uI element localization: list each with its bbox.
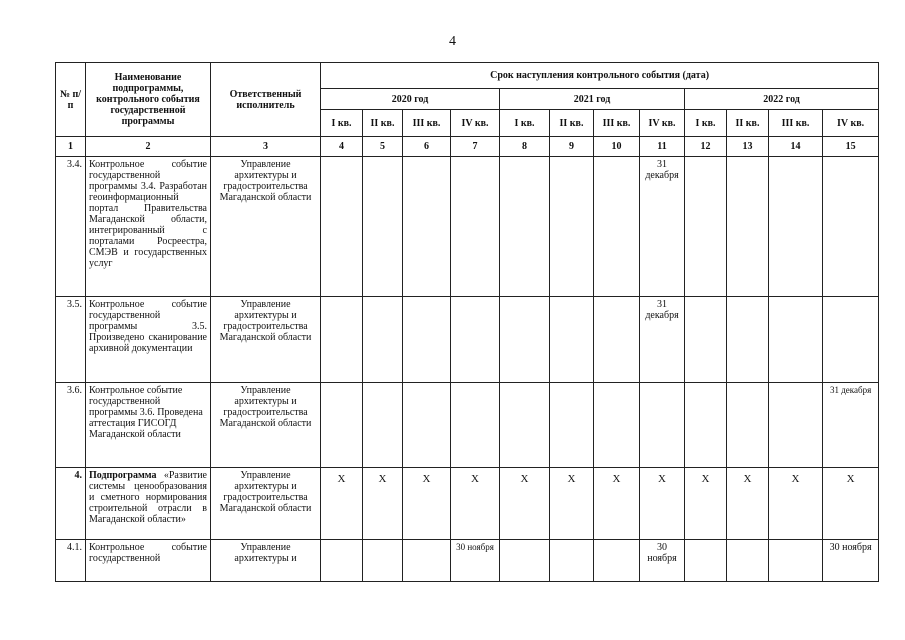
- row-number: 3.6.: [56, 383, 86, 468]
- quarter-cell: [550, 383, 594, 468]
- quarter-cell: [451, 157, 500, 297]
- quarter-cell: [727, 540, 769, 582]
- column-number: 15: [823, 137, 879, 157]
- quarter-cell: [321, 383, 363, 468]
- quarter-cell: [685, 297, 727, 383]
- quarter-cell: [769, 383, 823, 468]
- row-number: 4.1.: [56, 540, 86, 582]
- quarter-cell: 30 ноября: [823, 540, 879, 582]
- quarter-cell: Х: [769, 468, 823, 540]
- header-num: № п/п: [56, 63, 86, 137]
- quarter-cell: Х: [727, 468, 769, 540]
- quarter-cell: [363, 540, 403, 582]
- quarter-cell: Х: [594, 468, 640, 540]
- column-number: 9: [550, 137, 594, 157]
- quarter-cell: 31 декабря: [823, 383, 879, 468]
- header-quarter: IV кв.: [640, 110, 685, 137]
- column-number: 14: [769, 137, 823, 157]
- column-number: 2: [86, 137, 211, 157]
- quarter-cell: [403, 157, 451, 297]
- column-number: 12: [685, 137, 727, 157]
- quarter-cell: Х: [640, 468, 685, 540]
- quarter-cell: [594, 297, 640, 383]
- header-quarter: II кв.: [363, 110, 403, 137]
- column-number: 10: [594, 137, 640, 157]
- quarter-cell: [685, 383, 727, 468]
- quarter-cell: [594, 383, 640, 468]
- quarter-cell: Х: [363, 468, 403, 540]
- quarter-cell: Х: [321, 468, 363, 540]
- table-row: [56, 157, 879, 297]
- column-number: 8: [500, 137, 550, 157]
- quarter-cell: [403, 540, 451, 582]
- table-row: [56, 540, 879, 582]
- header-quarter: IV кв.: [451, 110, 500, 137]
- quarter-cell: [550, 297, 594, 383]
- header-year-2020: 2020 год: [321, 89, 500, 110]
- quarter-cell: [823, 297, 879, 383]
- table-row: [56, 297, 879, 383]
- subprogram-title: «Развитие системы ценообразования и сметного нормирования строительной отрасли в Магаданской области»: [89, 470, 207, 525]
- column-number: 5: [363, 137, 403, 157]
- quarter-cell: [451, 383, 500, 468]
- quarter-cell: [727, 297, 769, 383]
- subprogram-name: [86, 468, 211, 540]
- header-quarter: I кв.: [321, 110, 363, 137]
- header-quarter: I кв.: [500, 110, 550, 137]
- quarter-cell: Х: [550, 468, 594, 540]
- quarter-cell: [727, 383, 769, 468]
- quarter-cell: [550, 157, 594, 297]
- header-quarter: IV кв.: [823, 110, 879, 137]
- executor: Управление архитектуры и градостроительства Магаданской области: [211, 468, 321, 540]
- quarter-cell: [403, 297, 451, 383]
- executor: Управление архитектуры и: [211, 540, 321, 582]
- quarter-cell: [500, 157, 550, 297]
- quarter-cell: [500, 297, 550, 383]
- event-name: Контрольное событие государственной: [86, 540, 211, 582]
- quarter-cell: Х: [451, 468, 500, 540]
- table-row: [56, 468, 879, 540]
- quarter-cell: 30 ноября: [640, 540, 685, 582]
- row-number: 3.4.: [56, 157, 86, 297]
- column-number: 4: [321, 137, 363, 157]
- header-name: Наименование подпрограммы, контрольного события государственной программы: [86, 63, 211, 137]
- header-executor: Ответственный исполнитель: [211, 63, 321, 137]
- header-quarter: III кв.: [403, 110, 451, 137]
- quarter-cell: Х: [403, 468, 451, 540]
- header-quarter: III кв.: [594, 110, 640, 137]
- column-number: 3: [211, 137, 321, 157]
- column-number: 7: [451, 137, 500, 157]
- quarter-cell: [403, 383, 451, 468]
- quarter-cell: [594, 157, 640, 297]
- row-number: 4.: [56, 468, 86, 540]
- row-number: 3.5.: [56, 297, 86, 383]
- quarter-cell: 31 декабря: [640, 157, 685, 297]
- quarter-cell: [321, 540, 363, 582]
- header-quarter: III кв.: [769, 110, 823, 137]
- column-number: 6: [403, 137, 451, 157]
- subprogram-label: Подпрограмма: [89, 470, 157, 481]
- quarter-cell: [594, 540, 640, 582]
- column-number: 1: [56, 137, 86, 157]
- quarter-cell: [640, 383, 685, 468]
- header-quarter: II кв.: [727, 110, 769, 137]
- header-year-2021: 2021 год: [500, 89, 685, 110]
- quarter-cell: [685, 157, 727, 297]
- quarter-cell: [363, 297, 403, 383]
- executor: Управление архитектуры и градостроительства Магаданской области: [211, 383, 321, 468]
- column-number: 13: [727, 137, 769, 157]
- table-row: [56, 383, 879, 468]
- quarter-cell: Х: [823, 468, 879, 540]
- quarter-cell: 31 декабря: [640, 297, 685, 383]
- event-name: Контрольное событие государственной программы 3.4. Разработан геоинформационный портал Правительства Магаданской области, интегрированный с порталами Росреестра, СМЭВ и государственных услуг: [86, 157, 211, 297]
- quarter-cell: [451, 297, 500, 383]
- quarter-cell: [685, 540, 727, 582]
- quarter-cell: [500, 540, 550, 582]
- control-events-table: [55, 62, 879, 582]
- quarter-cell: [500, 383, 550, 468]
- event-name: Контрольное событие государственной программы 3.5. Произведено сканирование архивной документации: [86, 297, 211, 383]
- quarter-cell: [769, 540, 823, 582]
- header-quarter: I кв.: [685, 110, 727, 137]
- page-number: 4: [449, 34, 456, 49]
- executor: Управление архитектуры и градостроительства Магаданской области: [211, 297, 321, 383]
- quarter-cell: [363, 157, 403, 297]
- quarter-cell: [363, 383, 403, 468]
- header-year-2022: 2022 год: [685, 89, 879, 110]
- executor: Управление архитектуры и градостроительства Магаданской области: [211, 157, 321, 297]
- quarter-cell: [321, 297, 363, 383]
- quarter-cell: [823, 157, 879, 297]
- header-quarter: II кв.: [550, 110, 594, 137]
- quarter-cell: [769, 157, 823, 297]
- column-number: 11: [640, 137, 685, 157]
- quarter-cell: [550, 540, 594, 582]
- quarter-cell: Х: [500, 468, 550, 540]
- quarter-cell: [769, 297, 823, 383]
- quarter-cell: Х: [685, 468, 727, 540]
- event-name: Контрольное событие государственной программы 3.6. Проведена аттестация ГИСОГД Магаданской области: [86, 383, 211, 468]
- quarter-cell: 30 ноября: [451, 540, 500, 582]
- quarter-cell: [321, 157, 363, 297]
- header-deadline: Срок наступления контрольного события (дата): [321, 63, 879, 89]
- quarter-cell: [727, 157, 769, 297]
